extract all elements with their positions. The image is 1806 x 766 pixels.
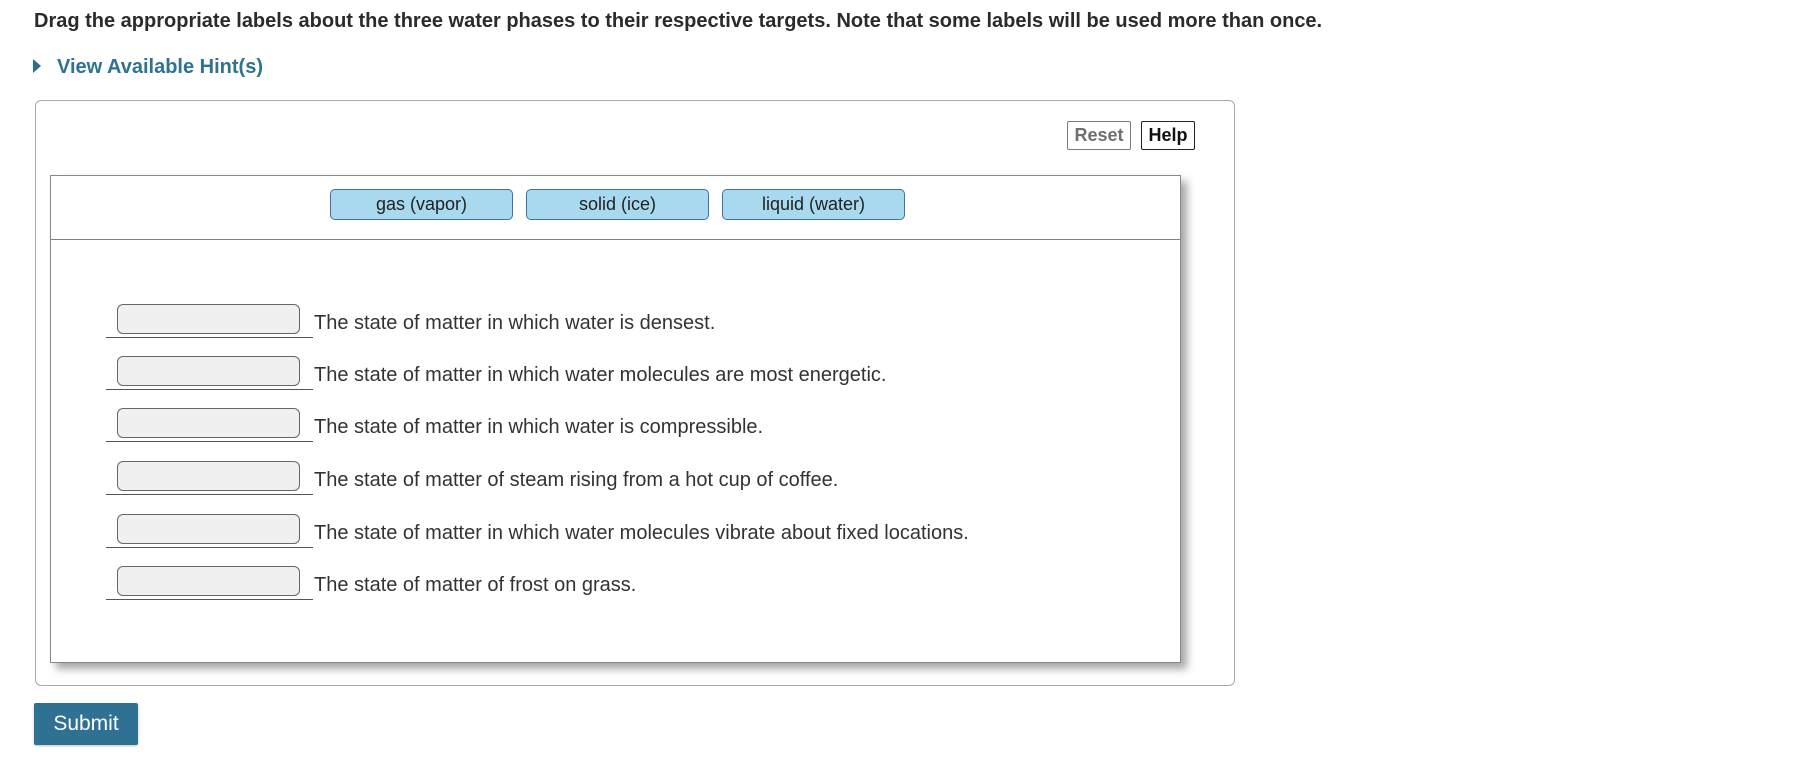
target-statement: The state of matter in which water is densest. bbox=[314, 312, 716, 334]
draggable-label-gas[interactable]: gas (vapor) bbox=[330, 189, 513, 220]
instructions-text: Drag the appropriate labels about the three water phases to their respective targets. Note that some labels will be used more than once. bbox=[34, 10, 1323, 32]
target-statement: The state of matter of frost on grass. bbox=[314, 574, 637, 596]
view-hints-toggle[interactable] bbox=[33, 56, 263, 79]
caret-right-icon bbox=[33, 59, 41, 73]
target-underline bbox=[106, 494, 313, 495]
target-underline bbox=[106, 599, 313, 600]
help-button[interactable]: Help bbox=[1141, 121, 1195, 150]
target-statement: The state of matter in which water molecules are most energetic. bbox=[314, 364, 887, 386]
drop-target-4[interactable] bbox=[117, 461, 300, 491]
drop-target-5[interactable] bbox=[117, 514, 300, 544]
drop-target-1[interactable] bbox=[117, 304, 300, 334]
draggable-label-liquid[interactable]: liquid (water) bbox=[722, 189, 905, 220]
target-statement: The state of matter of steam rising from a hot cup of coffee. bbox=[314, 469, 839, 491]
target-statement: The state of matter in which water molecules vibrate about fixed locations. bbox=[314, 522, 969, 544]
drop-target-3[interactable] bbox=[117, 408, 300, 438]
target-underline bbox=[106, 547, 313, 548]
drop-target-6[interactable] bbox=[117, 566, 300, 596]
view-hints-label: View Available Hint(s) bbox=[57, 56, 263, 78]
target-underline bbox=[106, 441, 313, 442]
label-bank bbox=[51, 176, 1180, 240]
reset-button[interactable]: Reset bbox=[1067, 121, 1131, 150]
drop-target-2[interactable] bbox=[117, 356, 300, 386]
draggable-label-solid[interactable]: solid (ice) bbox=[526, 189, 709, 220]
drag-drop-area bbox=[50, 175, 1181, 663]
target-underline bbox=[106, 337, 313, 338]
target-underline bbox=[106, 389, 313, 390]
target-statement: The state of matter in which water is compressible. bbox=[314, 416, 764, 438]
submit-button[interactable]: Submit bbox=[34, 703, 138, 745]
